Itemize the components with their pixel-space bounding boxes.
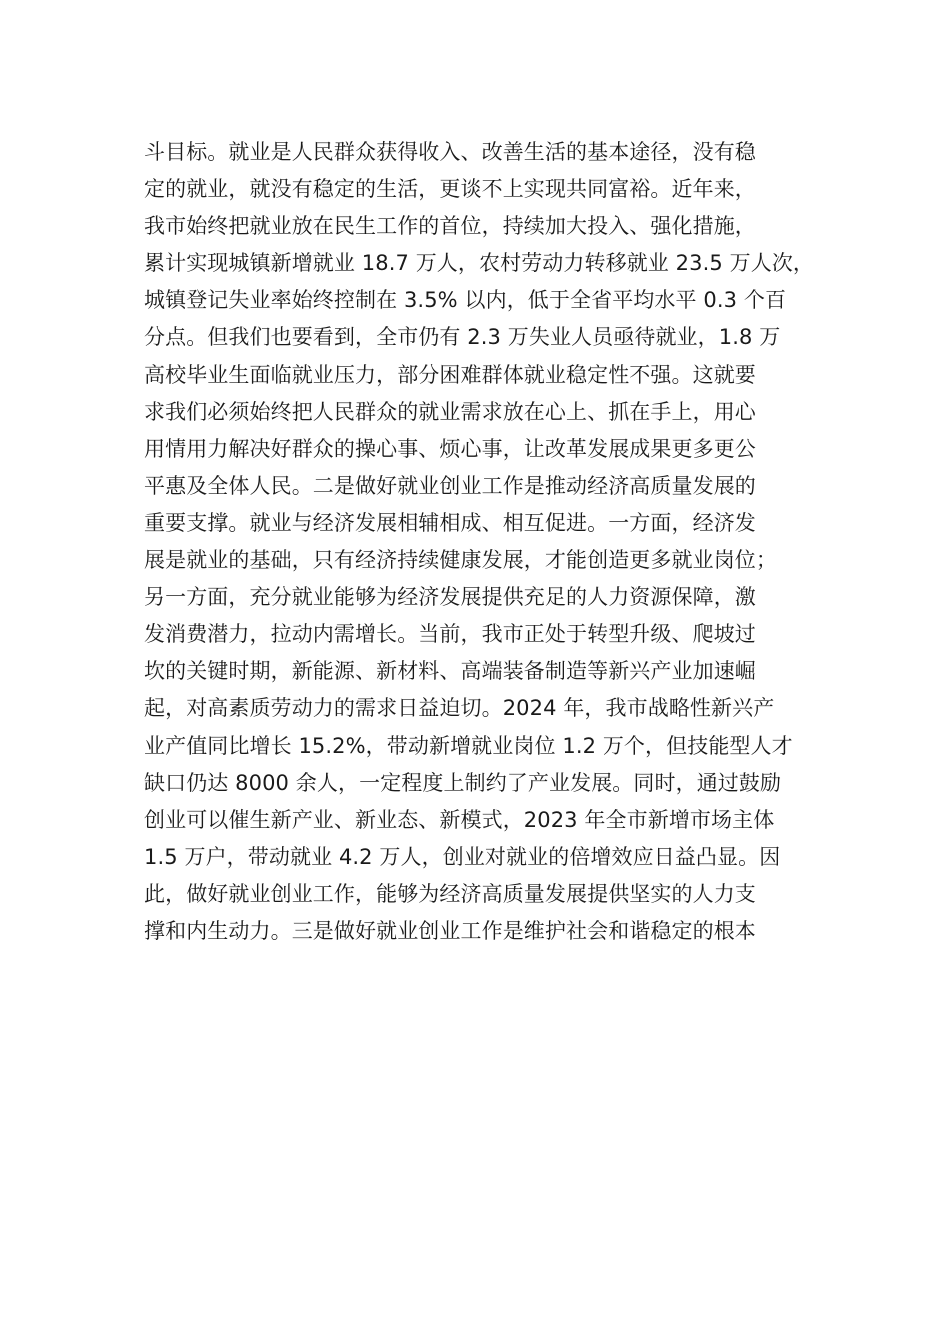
text-line: 分点。但我们也要看到，全市仍有 2.3 万失业人员亟待就业，1.8 万 [144, 325, 781, 350]
text-line: 起，对高素质劳动力的需求日益迫切。2024 年，我市战略性新兴产 [144, 696, 775, 721]
text-line: 展是就业的基础，只有经济持续健康发展，才能创造更多就业岗位； [144, 548, 777, 573]
text-line: 缺口仍达 8000 余人，一定程度上制约了产业发展。同时，通过鼓励 [144, 770, 782, 795]
text-line: 高校毕业生面临就业压力，部分困难群体就业稳定性不强。这就要 [144, 362, 756, 387]
text-line: 求我们必须始终把人民群众的就业需求放在心上、抓在手上，用心 [144, 399, 756, 424]
text-line: 定的就业，就没有稳定的生活，更谈不上实现共同富裕。近年来， [144, 177, 756, 202]
text-line: 另一方面，充分就业能够为经济发展提供充足的人力资源保障，激 [144, 585, 756, 610]
text-line: 我市始终把就业放在民生工作的首位，持续加大投入、强化措施， [144, 214, 756, 239]
text-line: 创业可以催生新产业、新业态、新模式，2023 年全市新增市场主体 [144, 807, 775, 832]
text-line: 用情用力解决好群众的操心事、烦心事，让改革发展成果更多更公 [144, 436, 756, 461]
text-line: 此，做好就业创业工作，能够为经济高质量发展提供坚实的人力支 [144, 881, 756, 906]
text-line: 撑和内生动力。三是做好就业创业工作是维护社会和谐稳定的根本 [144, 918, 756, 943]
text-line: 业产值同比增长 15.2%，带动新增就业岗位 1.2 万个，但技能型人才 [144, 733, 793, 758]
text-line: 1.5 万户，带动就业 4.2 万人，创业对就业的倍增效应日益凸显。因 [144, 844, 781, 869]
text-line: 累计实现城镇新增就业 18.7 万人，农村劳动力转移就业 23.5 万人次， [144, 251, 815, 276]
text-line: 发消费潜力，拉动内需增长。当前，我市正处于转型升级、爬坡过 [144, 622, 756, 647]
text-line: 重要支撑。就业与经济发展相辅相成、相互促进。一方面，经济发 [144, 510, 756, 535]
text-line: 平惠及全体人民。二是做好就业创业工作是推动经济高质量发展的 [144, 473, 756, 498]
body-text [144, 134, 844, 950]
text-line: 坎的关键时期，新能源、新材料、高端装备制造等新兴产业加速崛 [144, 659, 756, 684]
text-line: 斗目标。就业是人民群众获得收入、改善生活的基本途径，没有稳 [144, 140, 756, 164]
text-line: 城镇登记失业率始终控制在 3.5% 以内，低于全省平均水平 0.3 个百 [144, 288, 787, 313]
